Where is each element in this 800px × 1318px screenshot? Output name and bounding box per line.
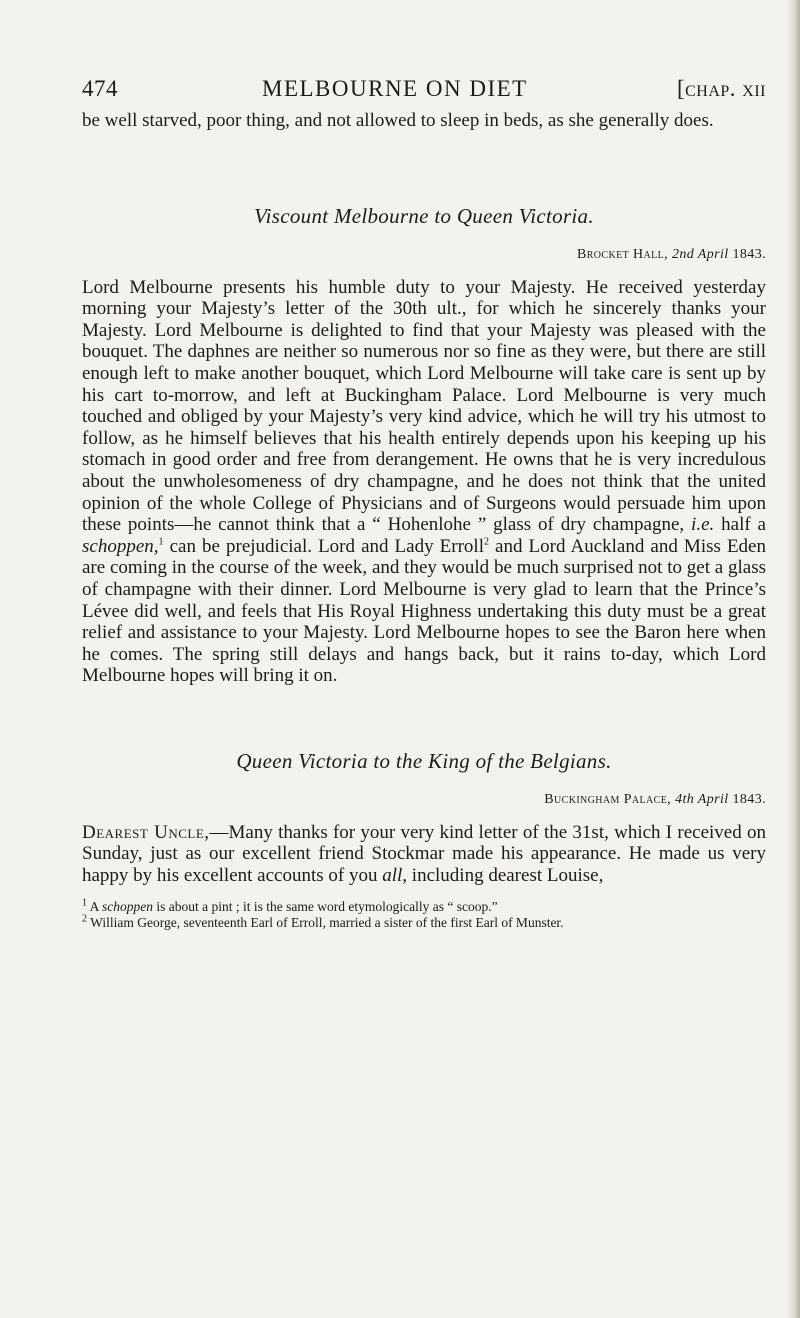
letter1-dateline <box>82 247 766 263</box>
letter1-year: 1843. <box>732 246 766 262</box>
page-number: 474 <box>82 76 118 101</box>
footnote-1-text-a: A <box>87 898 103 914</box>
letter2-place: Buckingham Palace, <box>544 791 672 807</box>
letter2-body-part2: including dearest Louise, <box>407 865 604 887</box>
letter1-place: Brocket Hall, <box>576 246 669 262</box>
letter1-heading: Viscount Melbourne to Queen Victoria. <box>254 203 594 228</box>
chapter-marker: [chap. xii <box>676 76 766 101</box>
footnote-2-number: 2 <box>82 913 87 925</box>
footnote-1 <box>82 899 766 915</box>
footnote-ref-1: 1 <box>158 536 164 548</box>
letter1-body-part4: and Lord Auckland and Miss Eden are coming in the course of the week, and they would be much surprised not to get a glass of champagne with their dinner. Lord Melbourne is very glad to learn that the Prince’s Lévee did well, and feels that His Royal Highness undertaking this duty must be a great relief and assistance to your Majesty. Lord Melbourne hopes to see the Baron here when he comes. The spring still delays and hangs back, but it rains to-day, which Lord Melbourne hopes will bring it on. <box>82 535 766 687</box>
letter1-schoppen: schoppen, <box>82 535 159 557</box>
letter2-year: 1843. <box>732 791 766 807</box>
running-head <box>82 76 766 110</box>
book-page <box>82 76 766 931</box>
letter1-body-part1: Lord Melbourne presents his humble duty to your Majesty. He received yesterday morning your Majesty’s letter of the 30th ult., for which he sincerely thanks your Majesty. Lord Melbourne is delighted to find that your Majesty was pleased with the bouquet. The daphnes are neither so numerous nor so fine as they were, but there are still enough left to make another bouquet, which Lord Melbourne will take care is sent up by his cart to-morrow, and left at Buckingham Palace. Lord Melbourne is very much touched and obliged by your Majesty’s very kind advice, which he will try his utmost to follow, as he himself believes that his health entirely depends upon his keeping up his stomach in good order and free from derangement. He owns that he is very incredulous about the unwholesomeness of dry champagne, and he does not think that the united opinion of the whole College of Physicians and of Surgeons would persuade him upon these points—he cannot think that a “ Hohenlohe ” glass of dry champagne, <box>82 276 766 536</box>
letter2-all: all, <box>382 865 408 887</box>
letter1-body-part2: half a <box>714 514 766 536</box>
footnote-1-word: schoppen <box>102 898 154 914</box>
footnote-2-text: William George, seventeenth Earl of Erroll, married a sister of the first Earl of Munster. <box>87 914 564 930</box>
letter2-heading: Queen Victoria to the King of the Belgians. <box>236 748 612 773</box>
footnote-1-text-b: is about a pint ; it is the same word etymologically as “ scoop.” <box>153 898 498 914</box>
letter2-body <box>82 822 766 887</box>
letter2-body-part1: —Many thanks for your very kind letter of the 31st, which I received on Sunday, just as our excellent friend Stockmar made his appearance. He made us very happy by his excellent accounts of you <box>82 821 766 887</box>
letter1-date: 2nd April <box>671 246 729 262</box>
letter1-body <box>82 277 766 687</box>
page-edge-shadow <box>786 0 800 1318</box>
opening-paragraph: be well starved, poor thing, and not allowed to sleep in beds, as she generally does. <box>82 110 714 131</box>
letter2-salutation: Dearest Uncle, <box>82 821 210 843</box>
footnote-ref-2: 2 <box>483 536 489 548</box>
footnote-2 <box>82 915 766 931</box>
footnotes <box>82 899 766 931</box>
letter1-ie: i.e. <box>691 514 715 536</box>
letter1-body-part3: can be prejudicial. Lord and Lady Erroll <box>163 535 484 557</box>
letter2-dateline <box>82 792 766 808</box>
letter2-date: 4th April <box>675 791 729 807</box>
running-title: MELBOURNE ON DIET <box>262 76 528 101</box>
footnote-1-number: 1 <box>82 897 87 909</box>
